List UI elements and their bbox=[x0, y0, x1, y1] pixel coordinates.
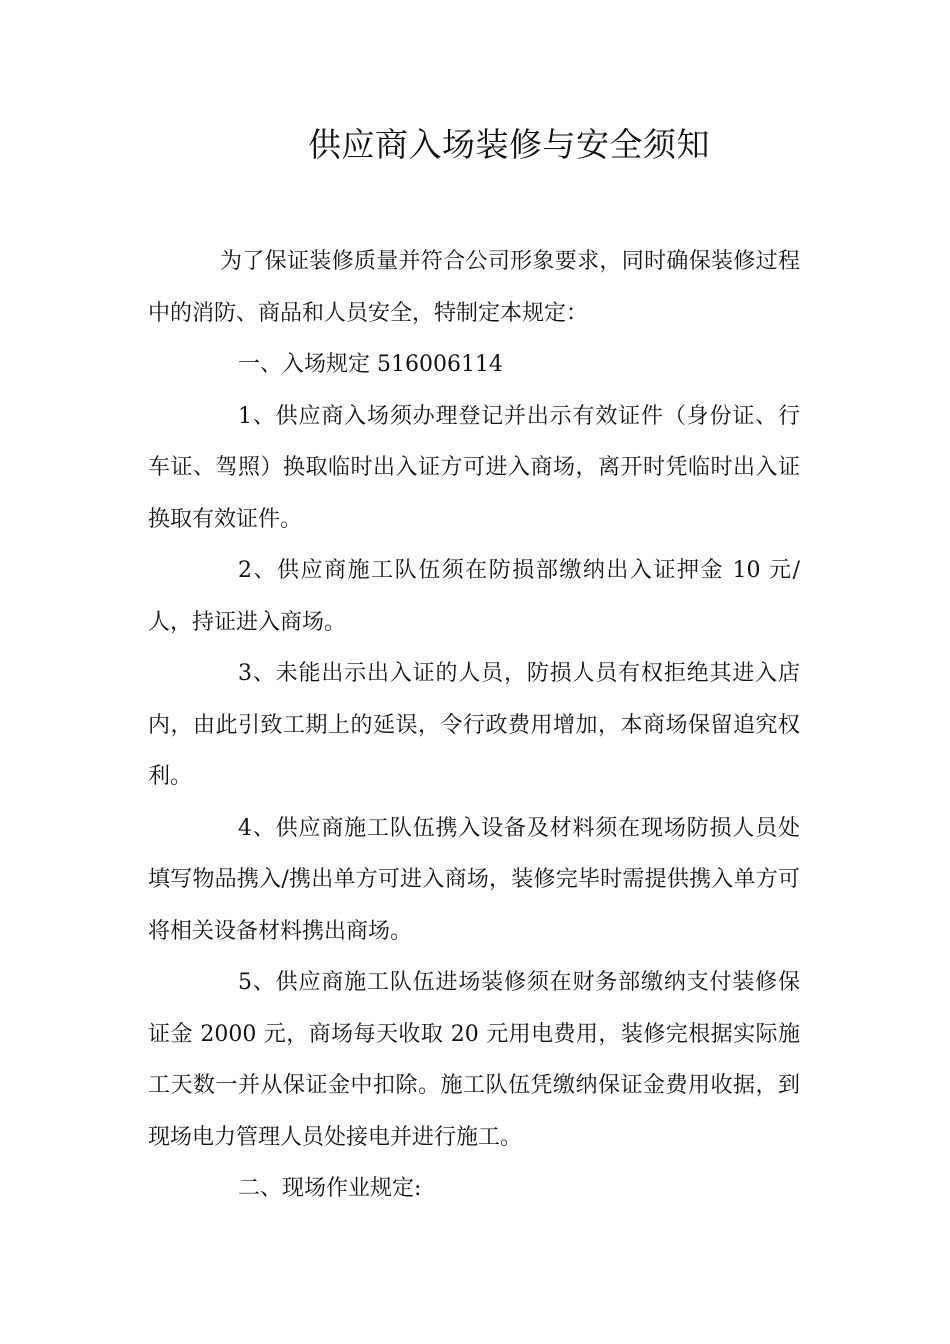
section-heading-entry-rules: 一、入场规定 516006114 bbox=[238, 352, 503, 377]
document-title: 供应商入场装修与安全须知 bbox=[308, 125, 710, 164]
rule-item-2: 2、供应商施工队伍须在防损部缴纳出入证押金 10 元/人，持证进入商场。 bbox=[148, 558, 800, 635]
section-heading-site-rules: 二、现场作业规定: bbox=[238, 1176, 422, 1201]
rule-item-5: 5、供应商施工队伍进场装修须在财务部缴纳支付装修保证金 2000 元，商场每天收取 20 元用电费用，装修完根据实际施工天数一并从保证金中扣除。施工队伍凭缴纳保证金费用收据，到现场电力管理人员处接电并进行施工。 bbox=[148, 970, 800, 1150]
rule-item-3: 3、未能出示出入证的人员，防损人员有权拒绝其进入店内，由此引致工期上的延误，令行政费用增加，本商场保留追究权利。 bbox=[148, 661, 800, 789]
rule-item-1: 1、供应商入场须办理登记并出示有效证件（身份证、行车证、驾照）换取临时出入证方可进入商场，离开时凭临时出入证换取有效证件。 bbox=[148, 403, 800, 532]
rule-item-4: 4、供应商施工队伍携入设备及材料须在现场防损人员处填写物品携入/携出单方可进入商场，装修完毕时需提供携入单方可将相关设备材料携出商场。 bbox=[148, 815, 800, 944]
intro-paragraph: 为了保证装修质量并符合公司形象要求，同时确保装修过程中的消防、商品和人员安全，特制定本规定： bbox=[148, 249, 800, 326]
document-body bbox=[148, 236, 800, 1215]
